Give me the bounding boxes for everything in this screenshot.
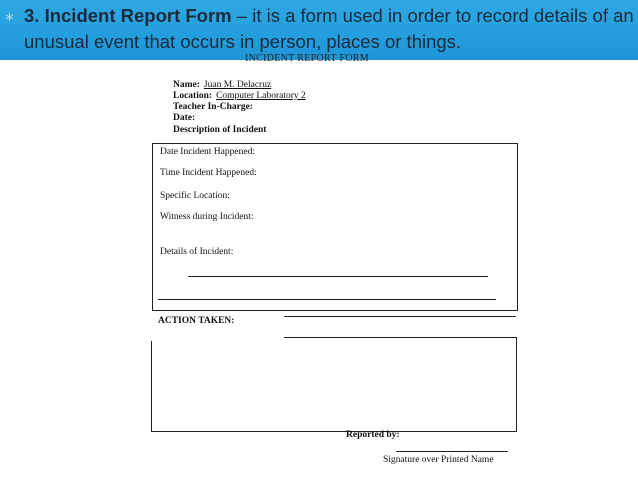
action-taken-label: ACTION TAKEN: bbox=[158, 316, 235, 326]
action-taken-box bbox=[151, 337, 517, 432]
signature-line bbox=[396, 451, 508, 452]
description-heading: Description of Incident bbox=[173, 125, 267, 135]
date-field: Date: bbox=[173, 113, 196, 123]
form-title: INCIDENT REPORT FORM bbox=[245, 53, 369, 64]
details-line-2 bbox=[158, 299, 496, 300]
bullet-icon: ∗ bbox=[4, 9, 15, 24]
location-value: Computer Laboratory 2 bbox=[216, 91, 306, 101]
box-gap bbox=[150, 330, 284, 341]
name-value: Juan M. Delacruz bbox=[203, 80, 272, 90]
details-line-1 bbox=[188, 276, 488, 277]
name-field bbox=[173, 80, 271, 90]
reported-by-label: Reported by: bbox=[346, 430, 400, 440]
action-line-1 bbox=[284, 316, 516, 317]
witness-label: Witness during Incident: bbox=[160, 212, 254, 222]
signature-label: Signature over Printed Name bbox=[383, 455, 494, 465]
location-label: Location: bbox=[173, 91, 213, 101]
heading-description: – it is a form used in order to record details of an unusual event that occurs in person, places or things. bbox=[24, 5, 634, 52]
slide-heading bbox=[24, 3, 636, 55]
specific-location-label: Specific Location: bbox=[160, 191, 230, 201]
details-label: Details of Incident: bbox=[160, 247, 234, 257]
time-happened-label: Time Incident Happened: bbox=[160, 168, 257, 178]
location-field bbox=[173, 91, 306, 101]
date-happened-label: Date Incident Happened: bbox=[160, 147, 255, 157]
teacher-field: Teacher In-Charge: bbox=[173, 102, 253, 112]
name-label: Name: bbox=[173, 80, 200, 90]
heading-lead: 3. Incident Report Form bbox=[24, 5, 232, 26]
